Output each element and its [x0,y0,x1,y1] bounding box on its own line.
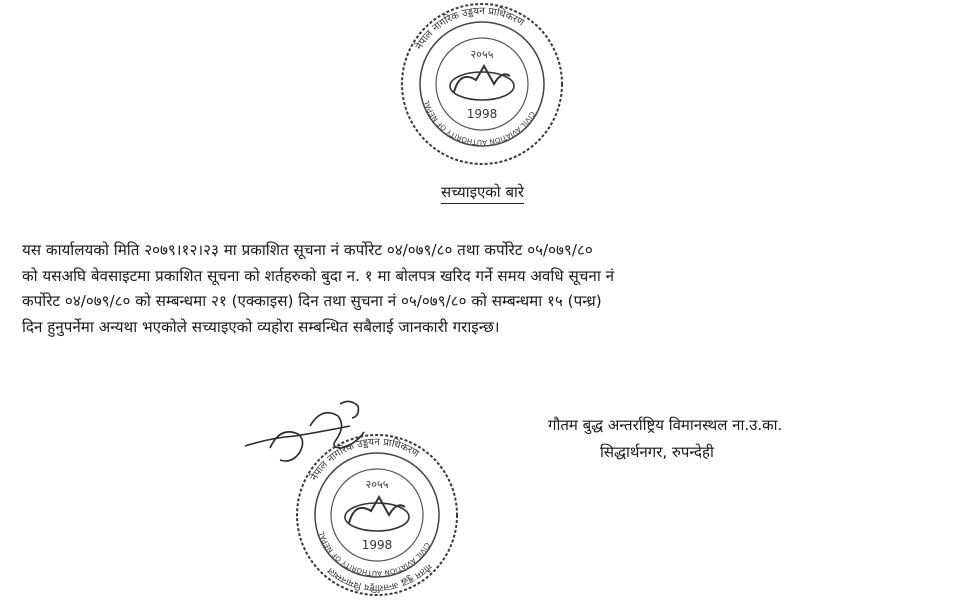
signatory-office: गौतम बुद्ध अन्तर्राष्ट्रिय विमानस्थल ना.उ.का. [548,416,783,434]
signatory-location: सिद्धार्थनगर, रुपन्देही [600,443,714,461]
seal-year-devanagari: २०५५ [365,478,389,491]
seal-year-devanagari: २०५५ [470,48,494,61]
seal-year: 1998 [361,538,393,552]
seal-english-text: CIVIL AVIATION AUTHORITY OF NEPAL [422,99,537,147]
official-seal-bottom [292,430,462,600]
notice-line: कर्पोरेट ०४/०७९/८० को सम्बन्धमा २१ (एक्काइस) दिन तथा सुचना नं ०५/०७९/८० को सम्बन्धमा १५ (पन्ध्र) [22,292,602,310]
signatory-block [548,412,782,466]
notice-body [22,238,902,340]
seal-ring-text: नेपाल नागरिक उड्डयन प्राधिकरण [308,436,421,483]
seal-ring-text: नेपाल नागरिक उड्डयन प्राधिकरण [413,5,526,52]
notice-title: सच्याइएको बारे [0,182,965,202]
seal-lower-text: गौतम बुद्ध अन्तर्राष्ट्रिय विमानस्थल [326,560,433,593]
seal-english-text: CIVIL AVIATION AUTHORITY OF NEPAL [317,530,432,578]
notice-line: दिन हुनुपर्नेमा अन्यथा भएकोले सच्याइएको व्यहोरा सम्बन्धित सबैलाई जानकारी गराइन्छ। [22,317,500,336]
notice-line: को यसअघि बेवसाइटमा प्रकाशित सूचना को शर्तहरुको बुदा न. १ मा बोलपत्र खरिद गर्ने समय अवधि सूचना नं [22,266,615,285]
notice-line: यस कार्यालयको मिति २०७९।१२।२३ मा प्रकाशित सूचना नं कर्पोरेट ०४/०७९/८० तथा कर्पोरेट ०५/०७९/८० [22,241,593,259]
official-seal-top [398,0,566,168]
seal-year: 1998 [466,107,498,121]
